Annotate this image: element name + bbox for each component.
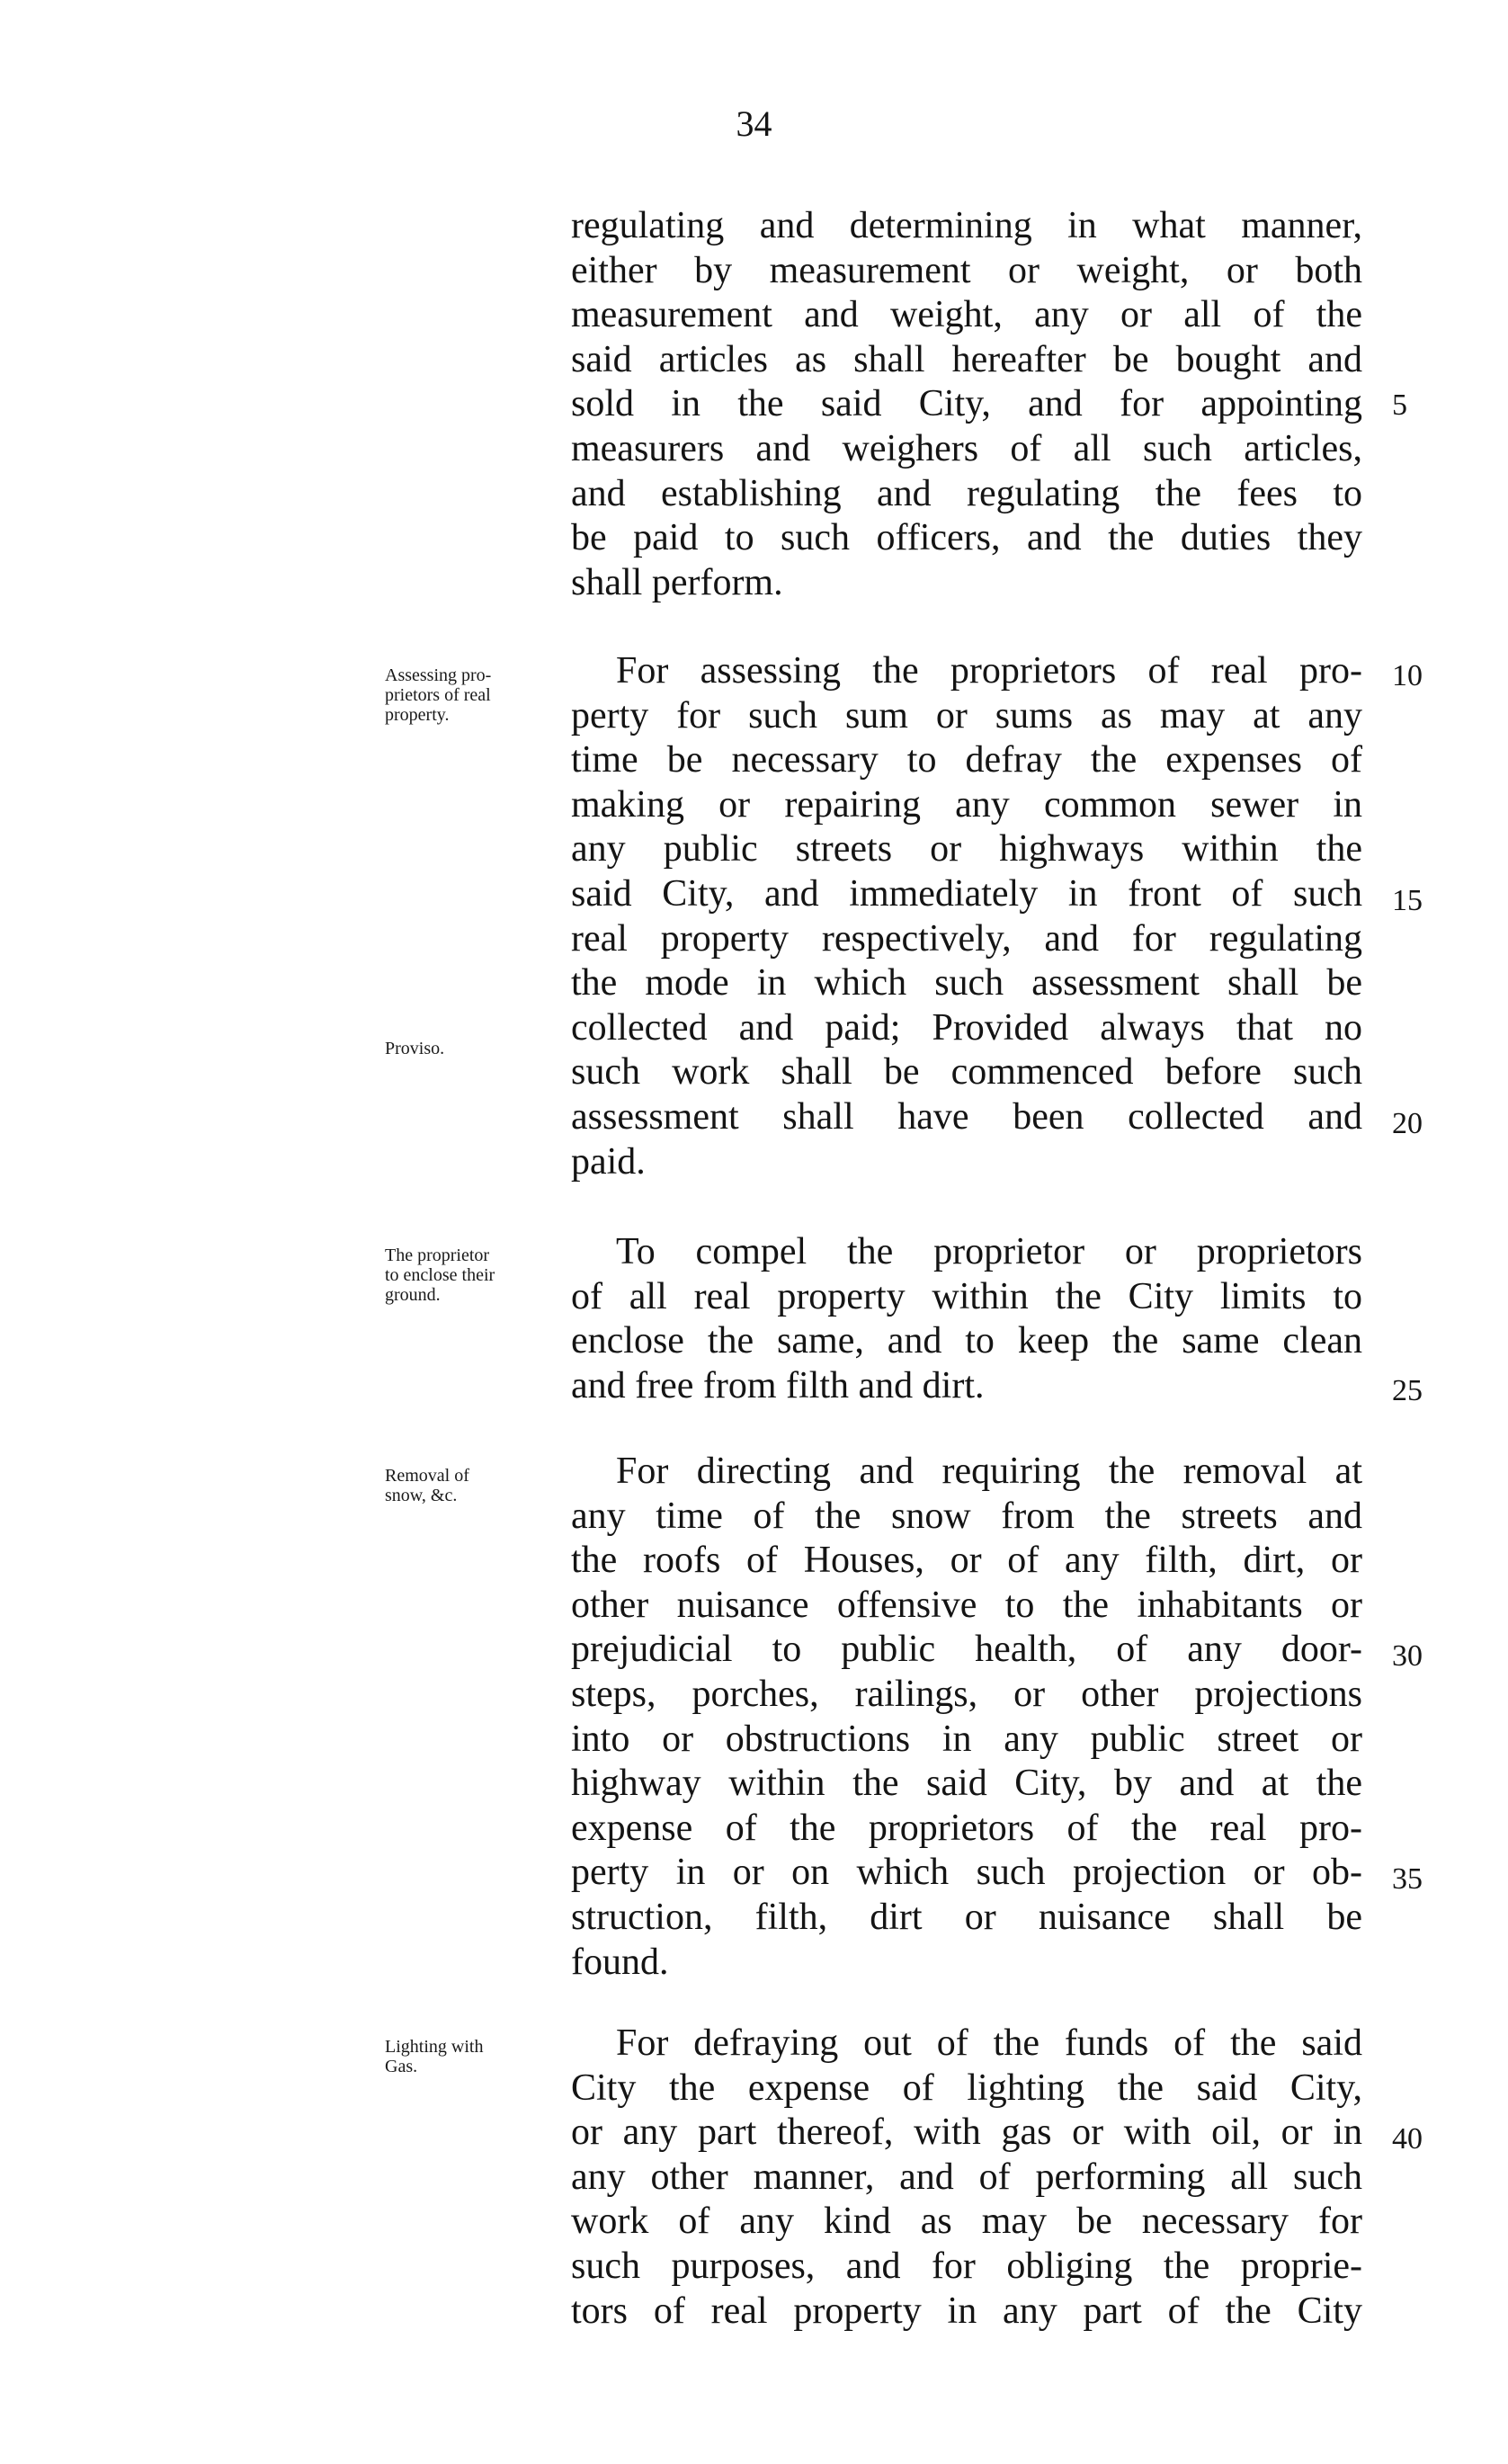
margin-note-enclose (385, 1245, 574, 1305)
margin-note-lighting (385, 2037, 574, 2076)
text-line: found. (571, 1941, 669, 1983)
text-line: be paid to such officers, and the duties they (571, 517, 1362, 559)
text-line: regulating and determining in what manner, (571, 205, 1362, 246)
text-line: time be necessary to defray the expenses of (571, 739, 1362, 781)
text-line: any public streets or highways within the (571, 828, 1362, 870)
line-number: 25 (1392, 1374, 1423, 1407)
margin-note-line: The proprietor (385, 1245, 490, 1265)
text-line: real property respectively, and for regulating (571, 917, 1362, 960)
text-line: steps, porches, railings, or other projections (571, 1673, 1362, 1715)
text-line: of all real property within the City limits to (571, 1275, 1362, 1317)
line-number: 30 (1392, 1639, 1423, 1673)
text-line: said City, and immediately in front of such (571, 872, 1362, 915)
margin-note-line: Proviso. (385, 1039, 445, 1058)
text-line: struction, filth, dirt or nuisance shall be (571, 1896, 1362, 1938)
margin-note-line: Assessing pro- (385, 665, 492, 685)
margin-note-line: prietors of real (385, 685, 491, 705)
text-line: measurement and weight, any or all of the (571, 294, 1362, 336)
text-line: expense of the proprietors of the real pro- (571, 1807, 1362, 1849)
paragraph-lighting (571, 2022, 1362, 2334)
text-line: or any part thereof, with gas or with oil, or in (571, 2111, 1362, 2154)
text-line: perty in or on which such projection or ob- (571, 1852, 1362, 1894)
text-line: assessment shall have been collected and (571, 1095, 1362, 1138)
text-line: City the expense of lighting the said City, (571, 2067, 1362, 2109)
margin-note-line: Lighting with (385, 2037, 484, 2057)
line-number: 15 (1392, 884, 1423, 917)
text-line: For defraying out of the funds of the said (616, 2022, 1362, 2064)
text-line: such purposes, and for obliging the proprie- (571, 2245, 1362, 2287)
margin-note-line: to enclose their (385, 1265, 495, 1285)
paragraph-snow (571, 1450, 1362, 1985)
line-number: 35 (1392, 1862, 1423, 1896)
paragraph-continuation (571, 204, 1362, 605)
text-line: said articles as shall hereafter be bought and (571, 338, 1362, 380)
margin-note-line: snow, &c. (385, 1486, 458, 1505)
text-line: such work shall be commenced before such (571, 1051, 1362, 1094)
text-line: highway within the said City, by and at the (571, 1763, 1362, 1805)
margin-note-line: property. (385, 705, 450, 725)
text-line: perty for such sum or sums as may at any (571, 694, 1362, 737)
text-line: other nuisance offensive to the inhabitants or (571, 1584, 1362, 1626)
text-line: To compel the proprietor or proprietors (616, 1231, 1362, 1272)
text-line: For assessing the proprietors of real pro- (616, 650, 1362, 692)
line-number: 40 (1392, 2122, 1423, 2156)
text-line: tors of real property in any part of the City (571, 2290, 1362, 2332)
line-number: 5 (1392, 388, 1407, 422)
margin-note-line: Gas. (385, 2057, 418, 2076)
text-line: shall perform. (571, 561, 783, 603)
text-line: either by measurement or weight, or both (571, 249, 1362, 291)
line-number: 10 (1392, 659, 1423, 692)
margin-note-proviso (385, 1039, 574, 1058)
text-line: measurers and weighers of all such articles, (571, 427, 1362, 469)
text-line: sold in the said City, and for appointing (571, 383, 1362, 425)
text-line: any time of the snow from the streets and (571, 1495, 1362, 1537)
text-line: prejudicial to public health, of any door- (571, 1629, 1362, 1671)
text-line: collected and paid; Provided always that no (571, 1006, 1362, 1049)
margin-note-line: ground. (385, 1285, 441, 1305)
text-line: any other manner, and of performing all such (571, 2156, 1362, 2198)
text-line: For directing and requiring the removal at (616, 1451, 1362, 1492)
margin-note-snow (385, 1466, 574, 1505)
paragraph-enclose (571, 1230, 1362, 1408)
page-number: 34 (736, 103, 772, 144)
text-line: the roofs of Houses, or of any filth, dirt, or (571, 1540, 1362, 1582)
paragraph-assessing (571, 649, 1362, 1184)
text-line: work of any kind as may be necessary for (571, 2201, 1362, 2243)
text-line: making or repairing any common sewer in (571, 783, 1362, 826)
text-line: into or obstructions in any public street or (571, 1718, 1362, 1760)
text-line: and free from filth and dirt. (571, 1364, 985, 1406)
line-number: 20 (1392, 1107, 1423, 1140)
margin-note-line: Removal of (385, 1466, 469, 1486)
text-line: the mode in which such assessment shall be (571, 962, 1362, 1004)
text-line: paid. (571, 1140, 646, 1183)
text-line: enclose the same, and to keep the same clean (571, 1320, 1362, 1362)
margin-note-assessing (385, 665, 574, 725)
text-line: and establishing and regulating the fees to (571, 472, 1362, 514)
